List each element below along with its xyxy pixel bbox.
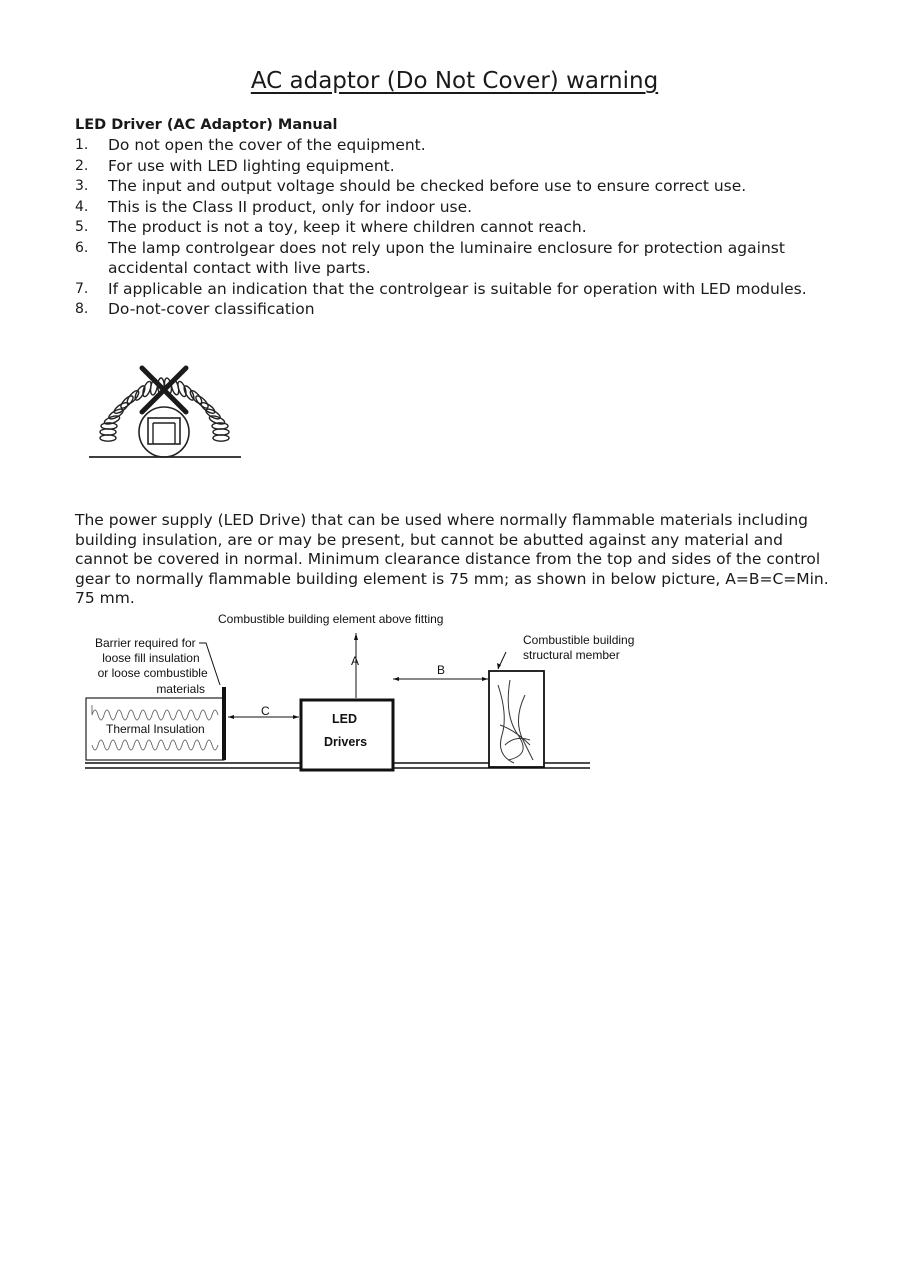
list-item: [75, 135, 855, 156]
dimension-c-label: C: [261, 704, 270, 718]
diagram-top-label: Combustible building element above fitting: [218, 612, 444, 626]
item-text: This is the Class II product, only for indoor use.: [108, 197, 473, 216]
do-not-cover-symbol: [85, 360, 245, 464]
arrow-icon: [393, 677, 399, 681]
list-item: [75, 238, 855, 279]
arrow-icon: [293, 715, 299, 719]
insulation-label: Thermal Insulation: [106, 722, 205, 736]
item-text: The product is not a toy, keep it where children cannot reach.: [108, 218, 587, 236]
item-text: The input and output voltage should be checked before use to ensure correct use.: [108, 177, 747, 195]
clearance-paragraph: The power supply (LED Drive) that can be used where normally flammable materials including building insulation, are or may be present, but cannot be abutted against any material and cannot be covered in normal. Minimum clearance distance from the top and sides of the control gear to normally flammable building element is 75 mm; as shown in below picture, A=B=C=Min. 75 mm.: [75, 511, 829, 607]
item-text: If applicable an indication that the controlgear is suitable for operation with LED modules.: [108, 279, 807, 298]
driver-label-line2: Drivers: [324, 735, 368, 749]
barrier-label: Barrier required for loose fill insulation or loose combustible materials: [94, 636, 208, 696]
item-number: 8.: [75, 301, 89, 317]
list-item: [75, 279, 855, 300]
dimension-a-label: A: [351, 654, 360, 668]
item-number: 6.: [75, 239, 89, 256]
structural-member-box: [489, 671, 544, 767]
clearance-diagram: [80, 605, 635, 780]
item-number: 5.: [75, 219, 89, 235]
list-item: [75, 299, 855, 320]
arrow-icon: [482, 677, 488, 681]
item-text: Do not open the cover of the equipment.: [108, 136, 426, 154]
structural-label: Combustible building structural member: [523, 633, 635, 662]
manual-heading: LED Driver (AC Adaptor) Manual: [75, 117, 338, 133]
arrow-icon: [228, 715, 234, 719]
list-item: [75, 176, 855, 197]
list-item: [75, 217, 855, 238]
list-item: [75, 156, 855, 177]
barrier: [222, 687, 226, 760]
dimension-b-label: B: [437, 663, 446, 677]
item-text: Do-not-cover classification: [108, 300, 315, 318]
item-number: 7.: [75, 280, 89, 297]
manual-list: [75, 135, 855, 320]
item-text: The lamp controlgear does not rely upon the luminaire enclosure for protection against accidental contact with live parts.: [108, 238, 785, 277]
item-text: For use with LED lighting equipment.: [108, 156, 395, 175]
driver-label-line1: LED: [332, 712, 357, 726]
item-number: 2.: [75, 157, 89, 174]
item-number: 1.: [75, 137, 89, 153]
item-number: 3.: [75, 178, 89, 194]
item-number: 4.: [75, 198, 89, 215]
arrow-icon: [354, 633, 358, 640]
list-item: [75, 197, 855, 218]
page-title: AC adaptor (Do Not Cover) warning: [250, 68, 659, 94]
